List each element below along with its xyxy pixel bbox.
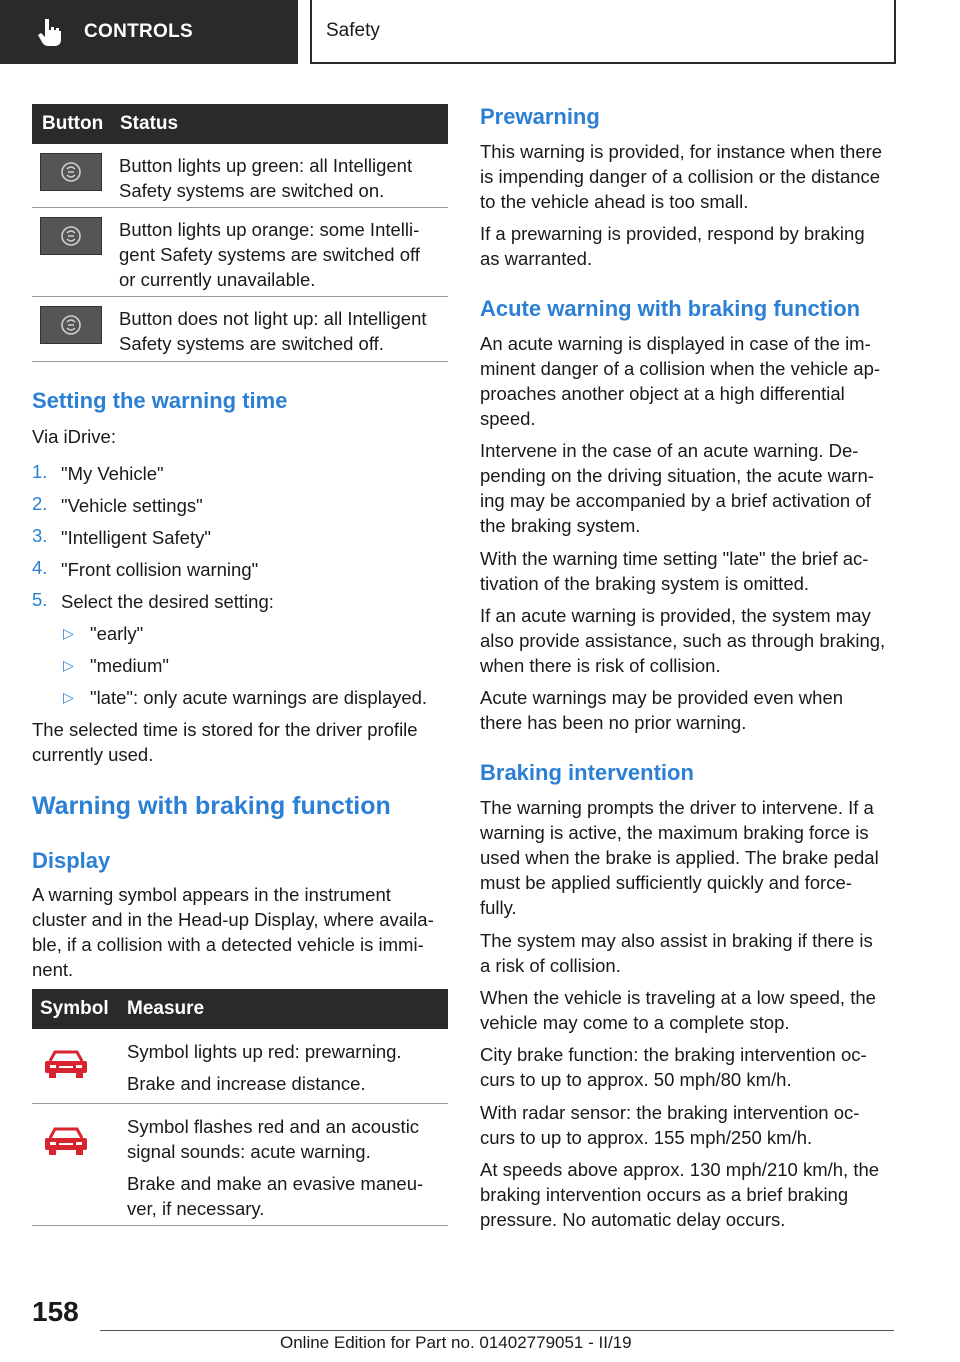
step-number: 3. xyxy=(32,525,48,546)
text-line: The selected time is stored for the driver profile xyxy=(32,719,418,740)
text-line: curs to up to approx. 155 mph/250 km/h. xyxy=(480,1127,813,1148)
topic-tab xyxy=(310,0,896,64)
symbol-measure-table xyxy=(32,989,448,1226)
text-line: tivation of the braking system is omitted. xyxy=(480,573,810,594)
acute-warning-heading: Acute warning with braking function xyxy=(480,296,861,321)
text-line: currently used. xyxy=(32,744,154,765)
step-text: "Intelligent Safety" xyxy=(61,527,211,548)
column-header-status: Status xyxy=(120,113,179,134)
column-header-symbol: Symbol xyxy=(40,998,109,1019)
text-line: With radar sensor: the braking intervention oc- xyxy=(480,1102,860,1123)
intelligent-safety-button-icon xyxy=(40,306,102,344)
status-line: or currently unavailable. xyxy=(119,269,316,290)
text-line: This warning is provided, for instance when there xyxy=(480,141,883,162)
red-car-warning-icon xyxy=(42,1045,90,1083)
text-line: warning is active, the maximum braking force is xyxy=(480,822,869,843)
status-line: gent Safety systems are switched off xyxy=(119,244,420,265)
text-line: If an acute warning is provided, the system may xyxy=(480,605,871,626)
prewarning-heading: Prewarning xyxy=(480,104,600,129)
step-number: 4. xyxy=(32,557,48,578)
text-line: used when the brake is applied. The brake pedal xyxy=(480,847,879,868)
status-line: Button lights up green: all Intelligent xyxy=(119,155,413,176)
warning-time-heading: Setting the warning time xyxy=(32,388,288,413)
step-text: "Vehicle settings" xyxy=(61,495,203,516)
section-title: CONTROLS xyxy=(84,21,194,42)
acute-p5 xyxy=(480,685,843,735)
status-line: Button does not light up: all Intelligent xyxy=(119,308,427,329)
text-line: also provide assistance, such as through braking, xyxy=(480,630,886,651)
column-header-button: Button xyxy=(42,113,104,134)
text-line: when there is risk of collision. xyxy=(480,655,721,676)
via-idrive-text: Via iDrive: xyxy=(32,426,116,447)
text-line: At speeds above approx. 130 mph/210 km/h, the xyxy=(480,1159,880,1180)
text-line: ble, if a collision with a detected vehicle is immi- xyxy=(32,934,424,955)
text-line: The system may also assist in braking if there is xyxy=(480,930,873,951)
text-line: vehicle may come to a complete stop. xyxy=(480,1012,790,1033)
braking-intervention-heading: Braking intervention xyxy=(480,760,694,785)
intelligent-safety-button-icon xyxy=(40,153,102,191)
table-row xyxy=(32,1104,448,1226)
hand-pointer-icon xyxy=(38,17,64,47)
warning-time-note xyxy=(32,717,418,767)
step-text: "Front collision warning" xyxy=(61,559,259,580)
topic-title: Safety xyxy=(326,20,380,41)
table-header xyxy=(32,104,448,144)
option-text: "early" xyxy=(90,623,144,644)
text-line: When the vehicle is traveling at a low speed, the xyxy=(480,987,876,1008)
table-row xyxy=(32,1029,448,1104)
text-line: An acute warning is displayed in case of the im- xyxy=(480,333,871,354)
bullet-triangle-icon: ▷ xyxy=(63,689,74,705)
text-line: Intervene in the case of an acute warning. De- xyxy=(480,440,859,461)
status-line: Button lights up orange: some Intelli- xyxy=(119,219,420,240)
table-header xyxy=(32,989,448,1029)
step-text: Select the desired setting: xyxy=(61,591,274,612)
text-line: If a prewarning is provided, respond by braking xyxy=(480,223,865,244)
text-line: nent. xyxy=(32,959,74,980)
edition-text: Online Edition for Part no. 01402779051 - II/19 xyxy=(280,1333,632,1352)
column-header-measure: Measure xyxy=(127,998,205,1019)
bullet-triangle-icon: ▷ xyxy=(63,625,74,641)
table-row xyxy=(32,208,448,297)
text-line: With the warning time setting "late" the brief ac- xyxy=(480,548,869,569)
text-line: cluster and in the Head-up Display, where availa- xyxy=(32,909,434,930)
step-number: 2. xyxy=(32,493,48,514)
text-line: minent danger of a collision when the vehicle ap- xyxy=(480,358,881,379)
step-number: 5. xyxy=(32,589,48,610)
warning-braking-heading: Warning with braking function xyxy=(32,792,391,820)
text-line: curs to up to approx. 50 mph/80 km/h. xyxy=(480,1069,792,1090)
text-line: Acute warnings may be provided even when xyxy=(480,687,844,708)
display-heading: Display xyxy=(32,848,111,873)
text-line: a risk of collision. xyxy=(480,955,621,976)
measure-line: ver, if necessary. xyxy=(127,1198,265,1219)
text-line: City brake function: the braking intervention oc- xyxy=(480,1044,867,1065)
acute-p3 xyxy=(480,546,868,596)
braking-p4 xyxy=(480,1042,867,1092)
braking-p3 xyxy=(480,985,876,1035)
option-text: "late": only acute warnings are displayed. xyxy=(90,687,428,708)
button-status-table xyxy=(32,104,448,362)
page-number: 158 xyxy=(32,1296,79,1327)
text-line: pressure. No automatic delay occurs. xyxy=(480,1209,786,1230)
measure-line: Brake and increase distance. xyxy=(127,1073,366,1094)
text-line: must be applied sufficiently quickly and force- xyxy=(480,872,852,893)
option-text: "medium" xyxy=(90,655,169,676)
braking-p2 xyxy=(480,928,873,978)
text-line: braking intervention occurs as a brief braking xyxy=(480,1184,849,1205)
measure-line: Symbol flashes red and an acoustic xyxy=(127,1116,420,1137)
bullet-triangle-icon: ▷ xyxy=(63,657,74,673)
text-line: to the vehicle ahead is too small. xyxy=(480,191,749,212)
text-line: fully. xyxy=(480,897,517,918)
text-line: pending on the driving situation, the acute warn- xyxy=(480,465,874,486)
braking-p5 xyxy=(480,1100,859,1150)
status-line: Safety systems are switched on. xyxy=(119,180,385,201)
section-tab xyxy=(0,0,298,64)
measure-line: Symbol lights up red: prewarning. xyxy=(127,1041,402,1062)
table-row xyxy=(32,297,448,362)
text-line: there has been no prior warning. xyxy=(480,712,747,733)
footer-divider xyxy=(100,1330,894,1331)
step-number: 1. xyxy=(32,461,48,482)
text-line: as warranted. xyxy=(480,248,593,269)
prewarning-p1 xyxy=(480,139,882,214)
measure-line: signal sounds: acute warning. xyxy=(127,1141,371,1162)
acute-p2 xyxy=(480,438,874,538)
text-line: ing may be accompanied by a brief activation of xyxy=(480,490,871,511)
text-line: speed. xyxy=(480,408,536,429)
prewarning-p2 xyxy=(480,221,865,271)
text-line: proaches another object at a high differential xyxy=(480,383,845,404)
acute-p1 xyxy=(480,331,880,431)
status-line: Safety systems are switched off. xyxy=(119,333,384,354)
measure-line: Brake and make an evasive maneu- xyxy=(127,1173,424,1194)
text-line: is impending danger of a collision or the distance xyxy=(480,166,881,187)
text-line: the braking system. xyxy=(480,515,641,536)
braking-p1 xyxy=(480,795,879,920)
step-text: "My Vehicle" xyxy=(61,463,164,484)
table-row xyxy=(32,144,448,208)
red-car-warning-icon xyxy=(42,1122,90,1160)
display-text xyxy=(32,882,434,982)
acute-p4 xyxy=(480,603,885,678)
text-line: The warning prompts the driver to intervene. If a xyxy=(480,797,874,818)
text-line: A warning symbol appears in the instrument xyxy=(32,884,391,905)
intelligent-safety-button-icon xyxy=(40,217,102,255)
braking-p6 xyxy=(480,1157,879,1232)
